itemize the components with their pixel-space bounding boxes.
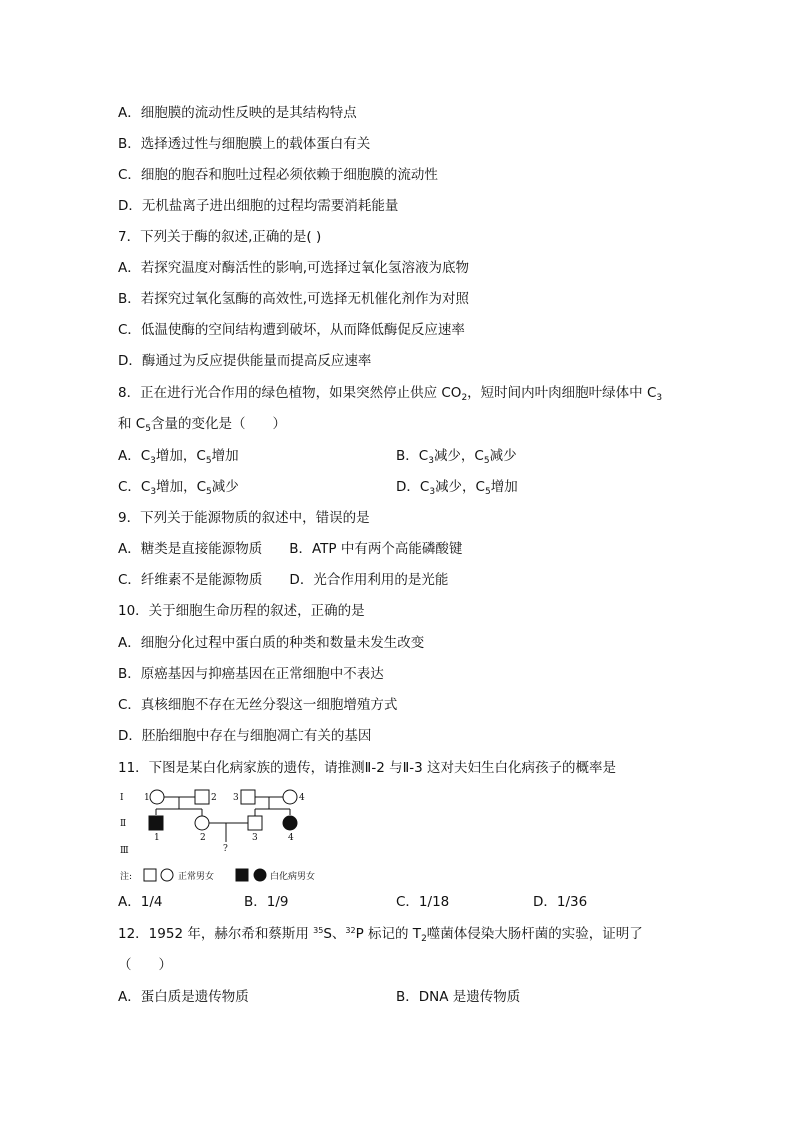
female-affected-ii4 — [283, 816, 297, 830]
male-normal-i2 — [195, 790, 209, 804]
q7-stem: 7．下列关于酶的叙述,正确的是( ) — [118, 229, 322, 245]
s35-superscript: 35 — [313, 926, 324, 935]
q8-stem-text: 和 C — [118, 416, 146, 432]
generation-label-i: Ⅰ — [120, 793, 124, 803]
q6-option-b: B．选择透过性与细胞膜上的载体蛋白有关 — [118, 136, 371, 152]
q7-option-c: C．低温使酶的空间结构遭到破坏，从而降低酶促反应速率 — [118, 322, 465, 338]
generation-label-iii: Ⅲ — [120, 846, 129, 856]
individual-number: 2 — [200, 833, 206, 843]
q6-option-d: D．无机盐离子进出细胞的过程均需要消耗能量 — [118, 198, 399, 214]
q9-options-cd: C．纤维素不是能源物质 D．光合作用利用的是光能 — [118, 572, 449, 588]
q7-option-d: D．酶通过为反应提供能量而提高反应速率 — [118, 353, 372, 369]
individual-number: 2 — [211, 793, 217, 803]
legend-normal-label: 正常男女 — [178, 872, 215, 882]
individual-number: 3 — [233, 793, 239, 803]
q8-option-a: A．$C_3$增加，$C_5$增加 — [118, 448, 239, 466]
individual-number: 1 — [144, 793, 150, 803]
q6-option-a: A．细胞膜的流动性反映的是其结构特点 — [118, 105, 357, 121]
q11-option-a: A．1/4 — [118, 894, 163, 910]
c3-subscript: 3 — [656, 393, 663, 403]
individual-number: 3 — [252, 833, 258, 843]
female-normal-i1 — [150, 790, 164, 804]
q12-option-a: A．蛋白质是遗传物质 — [118, 989, 249, 1005]
q8-option-b: B．$C_3$减少，$C_5$减少 — [396, 448, 517, 466]
c5-subscript: 5 — [145, 424, 151, 434]
q7-option-a: A．若探究温度对酶活性的影响,可选择过氧化氢溶液为底物 — [118, 260, 470, 276]
individual-number: 4 — [299, 793, 305, 803]
female-normal-ii2 — [195, 816, 209, 830]
q8-stem-line1 — [118, 384, 662, 404]
q12-option-b: B．DNA 是遗传物质 — [396, 989, 521, 1005]
q8-stem-line2 — [118, 415, 286, 435]
male-affected-ii1 — [149, 816, 163, 830]
q10-option-d: D．胚胎细胞中存在与细胞凋亡有关的基因 — [118, 728, 372, 744]
q10-option-a: A．细胞分化过程中蛋白质的种类和数量未发生改变 — [118, 635, 425, 651]
q6-option-c: C．细胞的胞吞和胞吐过程必须依赖于细胞膜的流动性 — [118, 167, 438, 183]
q11-option-c: C．1/18 — [396, 894, 450, 910]
q8-option-c: C．$C_3$增加，$C_5$减少 — [118, 479, 239, 497]
q8-stem-text: ，短时间内叶肉细胞叶绿体中 C — [467, 385, 657, 401]
q10-option-c: C．真核细胞不存在无丝分裂这一细胞增殖方式 — [118, 697, 398, 713]
individual-number: 4 — [288, 833, 294, 843]
q11-option-d: D．1/36 — [533, 894, 588, 910]
q8-stem-text: 8．正在进行光合作用的绿色植物，如果突然停止供应 CO — [118, 385, 462, 401]
legend-affected-male — [236, 869, 248, 881]
individual-number: 1 — [154, 833, 160, 843]
q8-options-row1 — [118, 447, 239, 467]
q9-stem: 9．下列关于能源物质的叙述中，错误的是 — [118, 510, 370, 526]
q10-stem: 10．关于细胞生命历程的叙述，正确的是 — [118, 603, 365, 619]
q12-stem: 12．1952 年，赫尔希和蔡斯用 $^{35}$S、$^{32}$P 标记的 $T_2$噬菌体侵染大肠杆菌的实验，证明了 — [118, 926, 643, 944]
pedigree-diagram — [116, 785, 356, 885]
legend-affected-label: 白化病男女 — [270, 872, 316, 882]
q10-option-b: B．原癌基因与抑癌基因在正常细胞中不表达 — [118, 666, 384, 682]
generation-label-ii: Ⅱ — [120, 819, 127, 829]
legend-affected-female — [254, 869, 266, 881]
p32-superscript: 32 — [345, 926, 356, 935]
male-normal-ii3 — [248, 816, 262, 830]
male-normal-i3 — [241, 790, 255, 804]
female-normal-i4 — [283, 790, 297, 804]
q12-answer-parens: （ ） — [118, 957, 172, 973]
q8-option-d: D．$C_3$减少，$C_5$增加 — [396, 479, 518, 497]
q7-option-b: B．若探究过氧化氢酶的高效性,可选择无机催化剂作为对照 — [118, 291, 470, 307]
q11-option-b: B．1/9 — [244, 894, 289, 910]
unknown-child-mark: ? — [223, 844, 228, 854]
legend-note-prefix: 注: — [120, 872, 133, 882]
t2-subscript: 2 — [421, 934, 427, 944]
legend-normal-female — [161, 869, 173, 881]
q9-options-ab: A．糖类是直接能源物质 B．ATP 中有两个高能磷酸键 — [118, 541, 463, 557]
co2-subscript: 2 — [461, 393, 468, 403]
q8-stem-text: 含量的变化是（ ） — [150, 416, 286, 432]
legend-normal-male — [144, 869, 156, 881]
q11-stem: 11．下图是某白化病家族的遗传，请推测Ⅱ-2 与Ⅱ-3 这对夫妇生白化病孩子的概率是 — [118, 760, 616, 776]
